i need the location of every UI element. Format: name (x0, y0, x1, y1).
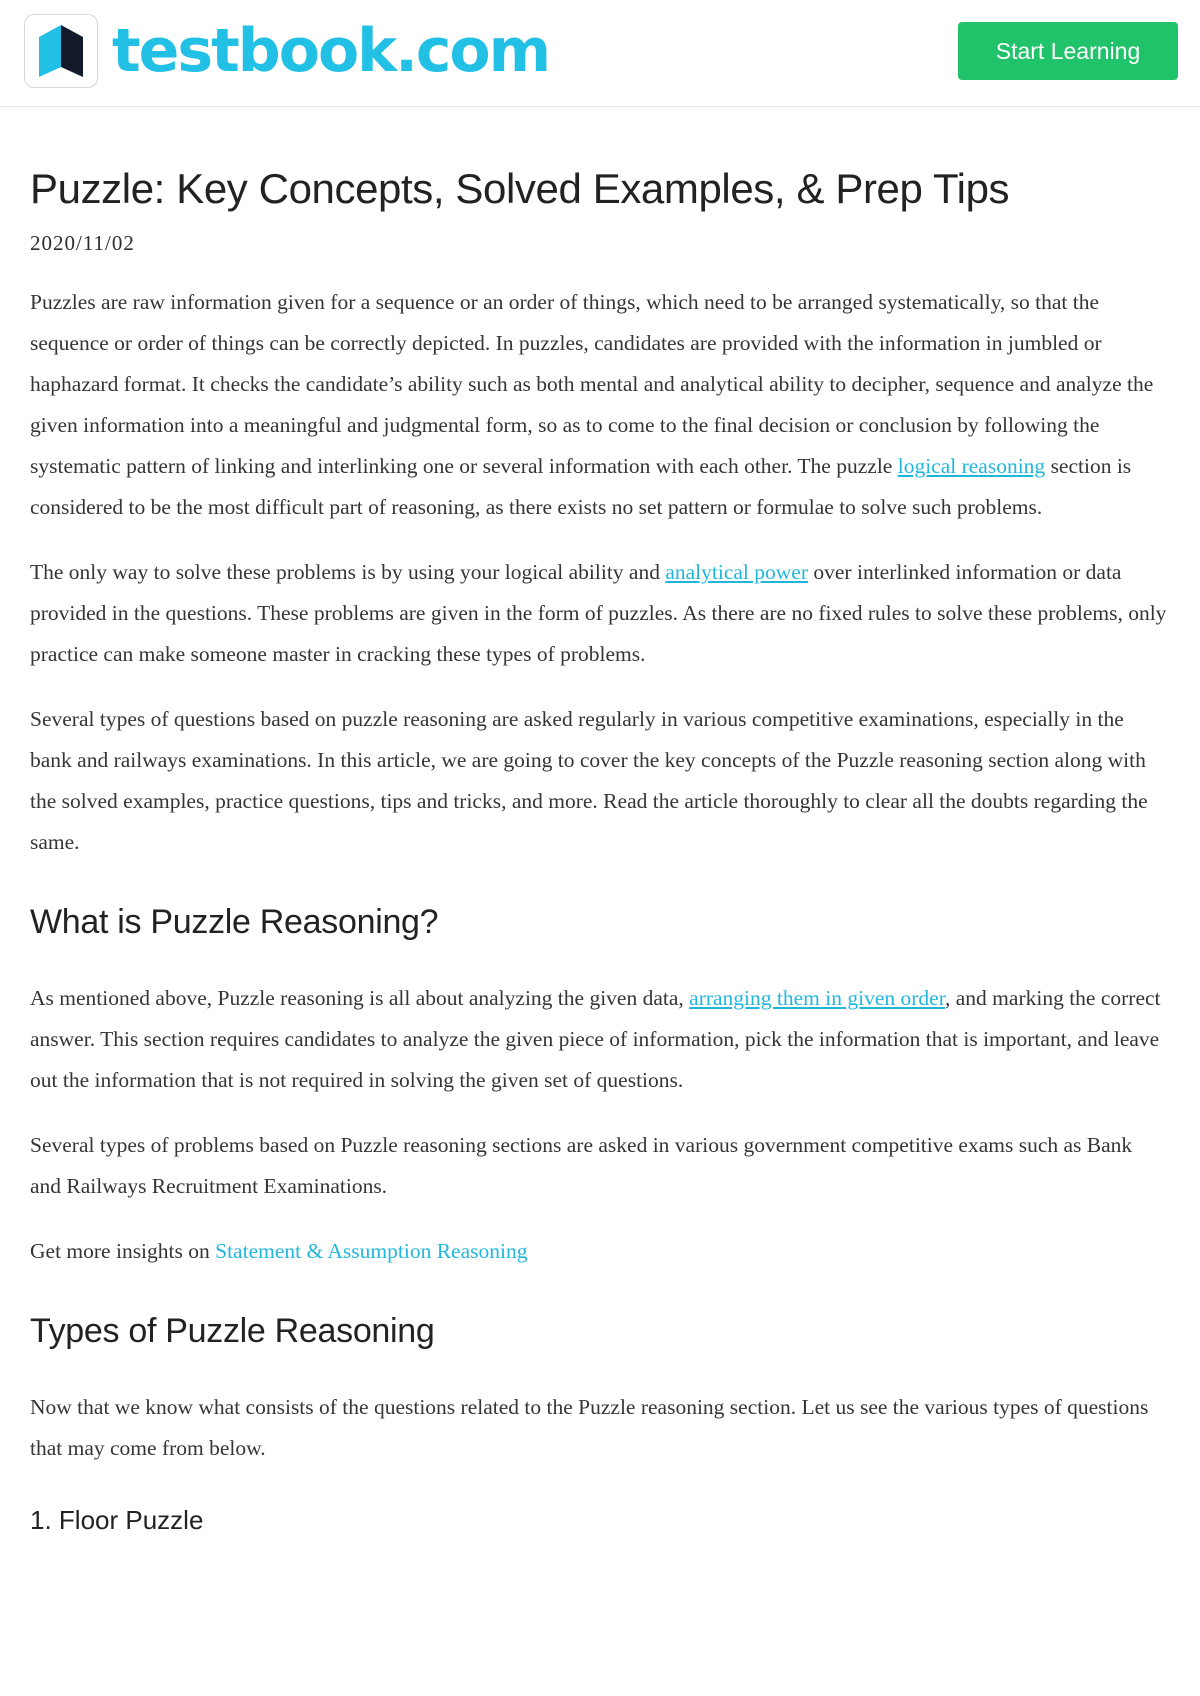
definition-paragraph (30, 978, 1168, 1101)
article-body (0, 107, 1200, 1536)
exams-paragraph: Several types of problems based on Puzzle reasoning sections are asked in various government competitive exams such as Bank and Railways Recruitment Examinations. (30, 1133, 1133, 1199)
paragraph-text: over interlinked information or data provided in the questions. These problems are given in the form of puzzles. As there are no fixed rules to solve these problems, only practice can make someone master in cracking these types of problems. (30, 560, 1167, 667)
insights-paragraph (30, 1231, 1168, 1272)
paragraph-text: Get more insights on (30, 1239, 216, 1264)
site-logo[interactable] (24, 14, 549, 88)
arranging-order-link[interactable]: arranging them in given order (689, 986, 946, 1011)
paragraph-text: section is considered to be the most difficult part of reasoning, as there exists no set pattern or formulae to solve such problems. (30, 454, 1132, 520)
page-title: Puzzle: Key Concepts, Solved Examples, & Prep Tips (30, 165, 1010, 212)
paragraph-text: The only way to solve these problems is by using your logical ability and (30, 560, 666, 585)
testbook-logo-icon (24, 14, 98, 88)
approach-paragraph (30, 552, 1168, 675)
analytical-power-link[interactable]: analytical power (665, 560, 809, 585)
intro-paragraph (30, 282, 1168, 528)
start-learning-button[interactable]: Start Learning (958, 22, 1178, 80)
logo-text: testbook.com (112, 16, 550, 86)
paragraph-text: , and marking the correct answer. This section requires candidates to analyze the given piece of information, pick the information that is important, and leave out the information that is not required in solving the given set of questions. (30, 986, 1161, 1093)
paragraph-text: As mentioned above, Puzzle reasoning is all about analyzing the given data, (30, 986, 690, 1011)
paragraph-text: Puzzles are raw information given for a sequence or an order of things, which need to be arranged systematically, so that the sequence or order of things can be correctly depicted. In puzzles, candidates are provided with the information in jumbled or haphazard format. It checks the candidate’s ability such as both mental and analytical ability to decipher, sequence and analyze the given information into a meaningful and judgmental form, so as to come to the final decision or conclusion by following the systematic pattern of linking and interlinking one or several information with each other. The puzzle (30, 290, 1154, 479)
types-intro-paragraph: Now that we know what consists of the questions related to the Puzzle reasoning section. Let us see the various types of questions that may come from below. (30, 1395, 1149, 1461)
overview-paragraph: Several types of questions based on puzzle reasoning are asked regularly in various competitive examinations, especially in the bank and railways examinations. In this article, we are going to cover the key concepts of the Puzzle reasoning section along with the solved examples, practice questions, tips and tricks, and more. Read the article thoroughly to clear all the doubts regarding the same. (30, 707, 1148, 855)
section-heading-types: Types of Puzzle Reasoning (30, 1312, 435, 1351)
article-date: 2020/11/02 (30, 231, 135, 256)
logical-reasoning-link[interactable]: logical reasoning (897, 454, 1046, 479)
statement-assumption-link[interactable]: Statement & Assumption Reasoning (215, 1239, 528, 1264)
subheading-floor-puzzle: 1. Floor Puzzle (30, 1505, 204, 1536)
section-heading-what: What is Puzzle Reasoning? (30, 903, 439, 942)
site-header (0, 0, 1200, 107)
